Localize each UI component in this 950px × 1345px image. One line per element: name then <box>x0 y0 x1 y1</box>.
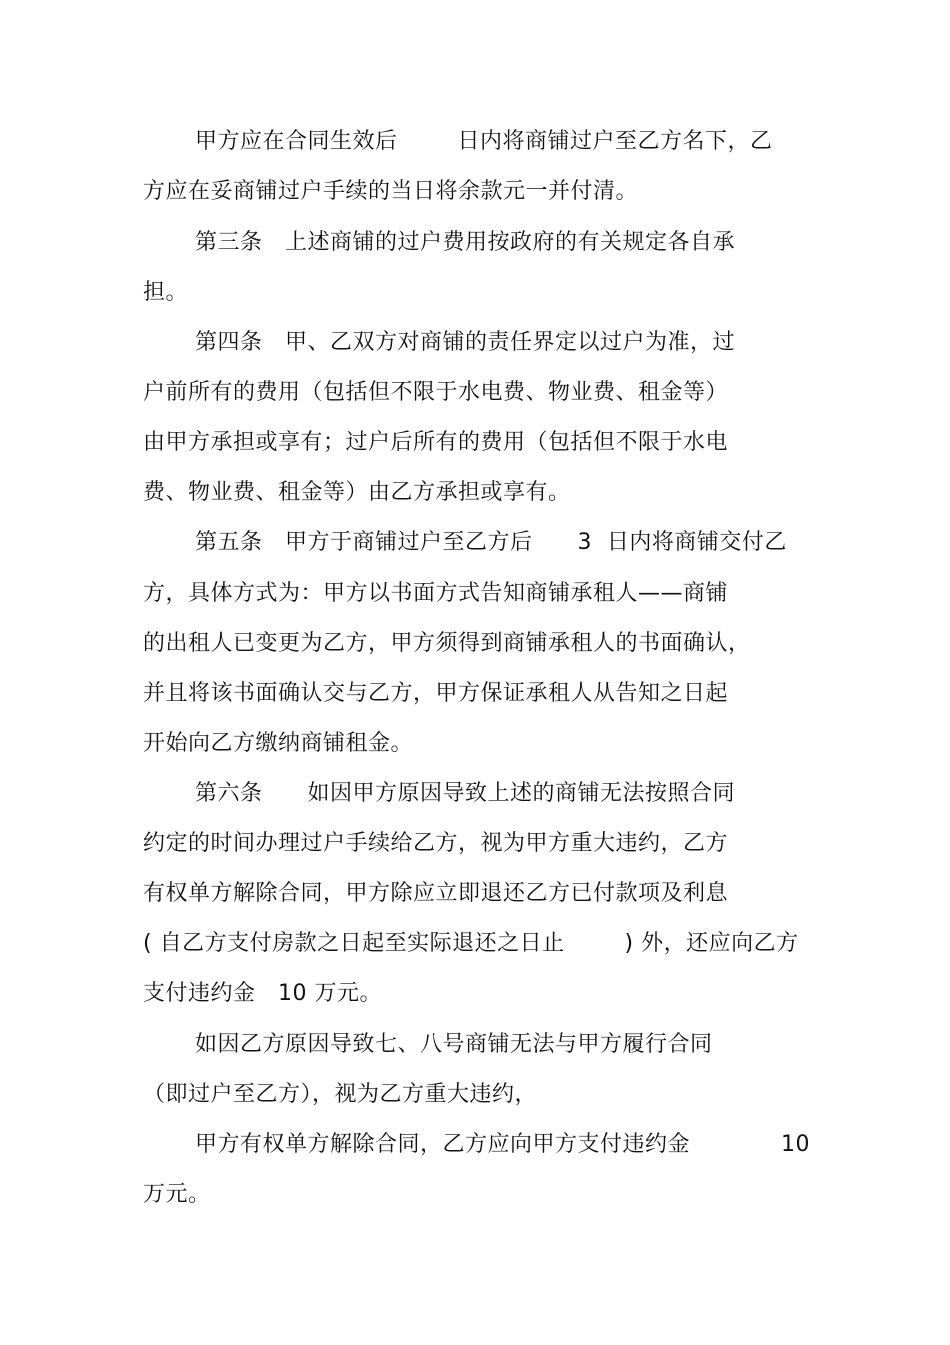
paragraph-line: 约定的时间办理过户手续给乙方，视为甲方重大违约，乙方 <box>143 831 729 856</box>
paragraph-line: 第五条 甲方于商铺过户至乙方后 3 日内将商铺交付乙 <box>195 530 787 555</box>
paragraph-line: 第三条 上述商铺的过户费用按政府的有关规定各自承 <box>195 230 735 255</box>
paragraph-line: 开始向乙方缴纳商铺租金。 <box>143 731 414 756</box>
paragraph-line: 支付违约金 10 万元。 <box>143 981 382 1006</box>
paragraph-line: 并且将该书面确认交与乙方，甲方保证承租人从告知之日起 <box>143 681 729 706</box>
paragraph-line: 方应在妥商铺过户手续的当日将余款元一并付清。 <box>143 179 639 204</box>
paragraph-line: 户前所有的费用（包括但不限于水电费、物业费、租金等） <box>143 380 729 405</box>
paragraph-line: 10 <box>781 1132 810 1157</box>
paragraph-line: 方，具体方式为：甲方以书面方式告知商铺承租人——商铺 <box>143 581 729 606</box>
paragraph-line: 的出租人已变更为乙方，甲方须得到商铺承租人的书面确认， <box>143 631 751 656</box>
paragraph-line: 万元。 <box>143 1182 211 1207</box>
paragraph-line: 如因乙方原因导致七、八号商铺无法与甲方履行合同 <box>195 1032 713 1057</box>
paragraph-line: 第六条 如因甲方原因导致上述的商铺无法按照合同 <box>195 781 735 806</box>
paragraph-line: 费、物业费、租金等）由乙方承担或享有。 <box>143 480 571 505</box>
paragraph-line: 担。 <box>143 280 189 305</box>
paragraph-line: 由甲方承担或享有；过户后所有的费用（包括但不限于水电 <box>143 430 729 455</box>
paragraph-line: 有权单方解除合同，甲方除应立即退还乙方已付款项及利息 <box>143 881 729 906</box>
paragraph-line: ( 自乙方支付房款之日起至实际退还之日止 ) 外，还应向乙方 <box>143 931 799 956</box>
paragraph-line: （即过户至乙方），视为乙方重大违约， <box>143 1082 538 1107</box>
paragraph-line: 甲方应在合同生效后 日内将商铺过户至乙方名下，乙 <box>195 129 773 154</box>
paragraph-line: 甲方有权单方解除合同，乙方应向甲方支付违约金 <box>195 1132 691 1157</box>
paragraph-line: 第四条 甲、乙双方对商铺的责任界定以过户为准，过 <box>195 330 735 355</box>
